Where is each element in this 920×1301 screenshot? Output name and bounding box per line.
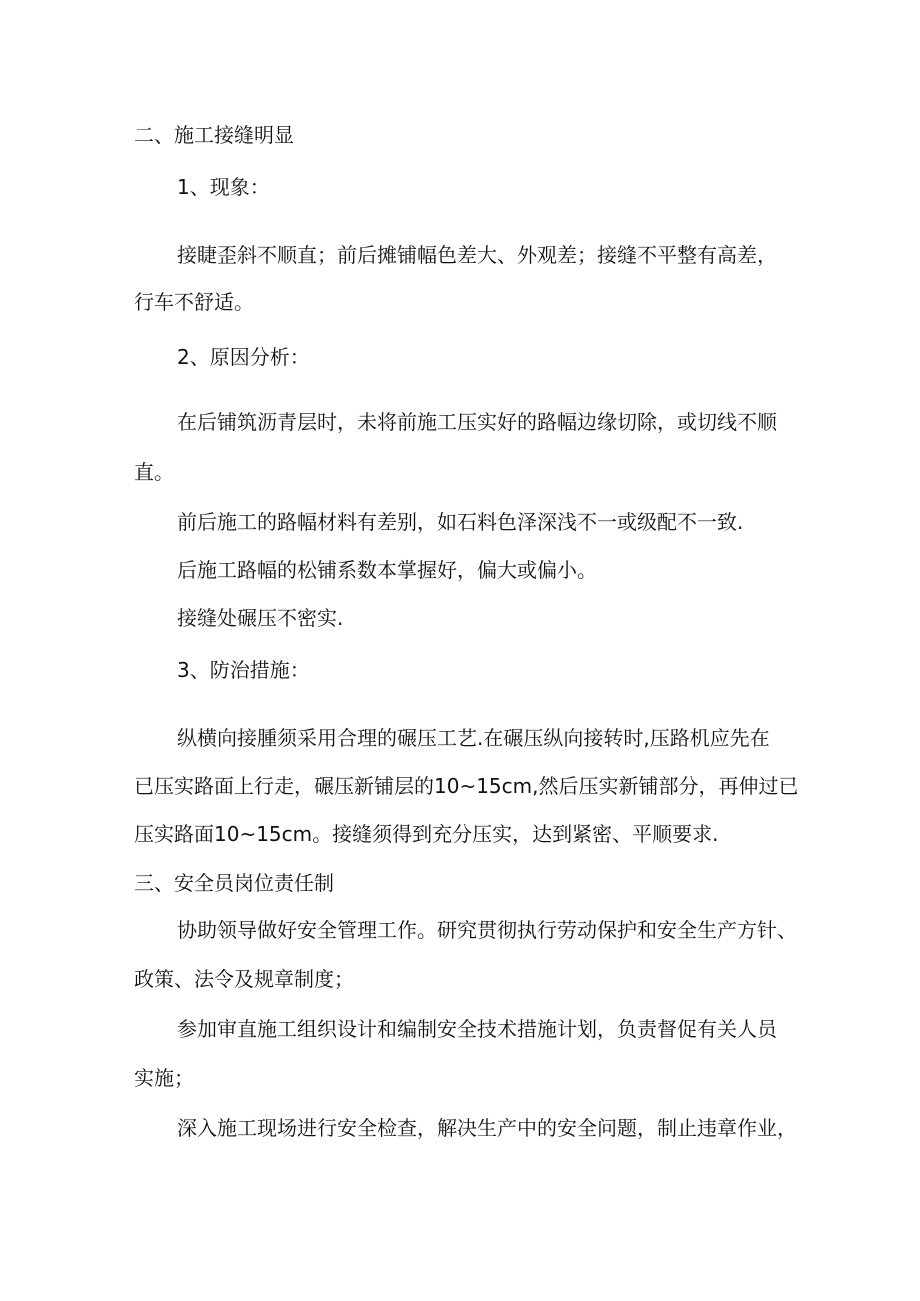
subsection-2-heading: 2、原因分析：: [177, 345, 310, 369]
paragraph-line: 政策、法令及规章制度；: [134, 967, 354, 991]
paragraph-line: 参加审直施工组织设计和编制安全技术措施计划，负责督促有关人员: [177, 1017, 777, 1041]
subsection-1-heading: 1、现象：: [177, 175, 270, 199]
paragraph-line: 接缝处碾压不密实.: [177, 606, 344, 630]
paragraph-line: 深入施工现场进行安全检查，解决生产中的安全问题，制止违章作业，: [177, 1116, 797, 1140]
paragraph-line: 前后施工的路幅材料有差别，如石料色泽深浅不一或级配不一致.: [177, 510, 744, 534]
paragraph-line: 直。: [134, 460, 174, 484]
section-2-heading: 二、施工接缝明显: [134, 123, 294, 147]
paragraph-line: 协助领导做好安全管理工作。研究贯彻执行劳动保护和安全生产方针、: [177, 918, 797, 942]
section-3-heading: 三、安全员岗位责任制: [134, 871, 334, 895]
paragraph-line: 在后铺筑沥青层时，未将前施工压实好的路幅边缘切除，或切线不顺: [177, 410, 777, 434]
paragraph-line: 后施工路幅的松铺系数本掌握好，偏大或偏小。: [177, 558, 597, 582]
paragraph-line: 压实路面10~15cm。接缝须得到充分压实，达到紧密、平顺要求.: [134, 822, 719, 846]
paragraph-line: 实施；: [134, 1066, 194, 1090]
paragraph-line: 已压实路面上行走，碾压新铺层的10~15cm,然后压实新铺部分，再伸过已: [134, 774, 799, 798]
paragraph-line: 行车不舒适。: [134, 290, 254, 314]
paragraph-line: 接睫歪斜不顺直；前后摊铺幅色差大、外观差；接缝不平整有高差，: [177, 243, 777, 267]
subsection-3-heading: 3、防治措施：: [177, 658, 310, 682]
paragraph-line: 纵横向接腫须采用合理的碾压工艺.在碾压纵向接转时,压路机应先在: [177, 726, 770, 750]
